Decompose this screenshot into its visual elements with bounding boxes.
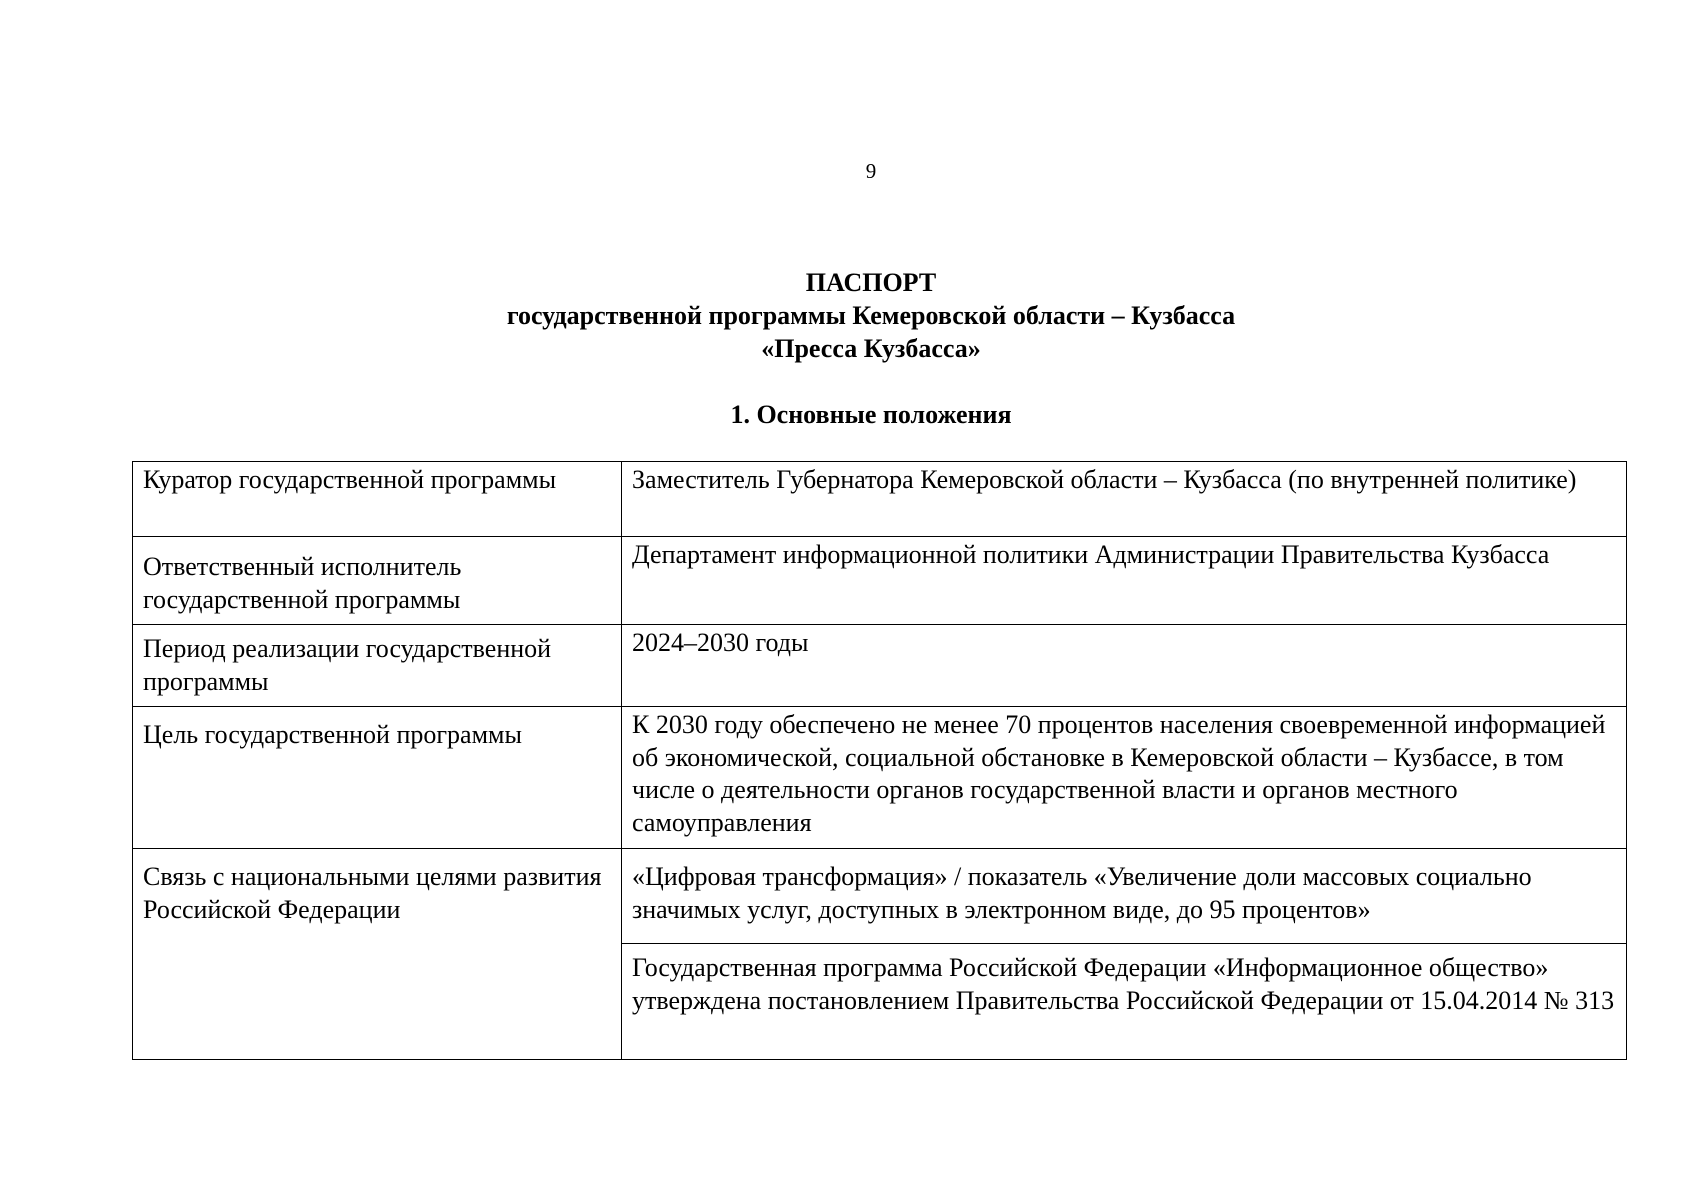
table-row	[133, 462, 1627, 537]
table-row	[133, 537, 1627, 625]
row-label-national-goals: Связь с национальными целями развития Российской Федерации	[133, 849, 622, 1060]
row-label-goal: Цель государственной программы	[133, 707, 622, 849]
row-value-national-goals-1: «Цифровая трансформация» / показатель «Увеличение доли массовых социально значимых услуг, доступных в электронном виде, до 95 процентов»	[622, 849, 1627, 944]
passport-table	[132, 461, 1627, 1060]
title-line-passport: ПАСПОРТ	[805, 268, 937, 297]
title-line-program: государственной программы Кемеровской области – Кузбасса	[506, 301, 1236, 330]
row-label-period: Период реализации государственной программы	[133, 625, 622, 707]
row-value-period: 2024–2030 годы	[622, 625, 1627, 707]
section-heading: 1. Основные положения	[730, 400, 1012, 429]
row-value-responsible: Департамент информационной политики Администрации Правительства Кузбасса	[622, 537, 1627, 625]
row-value-national-goals-2: Государственная программа Российской Федерации «Информационное общество» утверждена постановлением Правительства Российской Федерации от 15.04.2014 № 313	[622, 944, 1627, 1060]
page-number: 9	[865, 159, 877, 183]
row-label-curator: Куратор государственной программы	[133, 462, 622, 537]
table-row	[133, 849, 1627, 944]
table-row	[133, 707, 1627, 849]
row-value-goal: К 2030 году обеспечено не менее 70 процентов населения своевременной информацией об экономической, социальной обстановке в Кемеровской области – Кузбассе, в том числе о деятельности органов государственной власти и органов местного самоуправления	[622, 707, 1627, 849]
title-line-program-name: «Пресса Кузбасса»	[761, 334, 981, 363]
document-title	[0, 266, 1697, 365]
table-row	[133, 625, 1627, 707]
row-label-responsible: Ответственный исполнитель государственной программы	[133, 537, 622, 625]
row-value-curator: Заместитель Губернатора Кемеровской области – Кузбасса (по внутренней политике)	[622, 462, 1627, 537]
